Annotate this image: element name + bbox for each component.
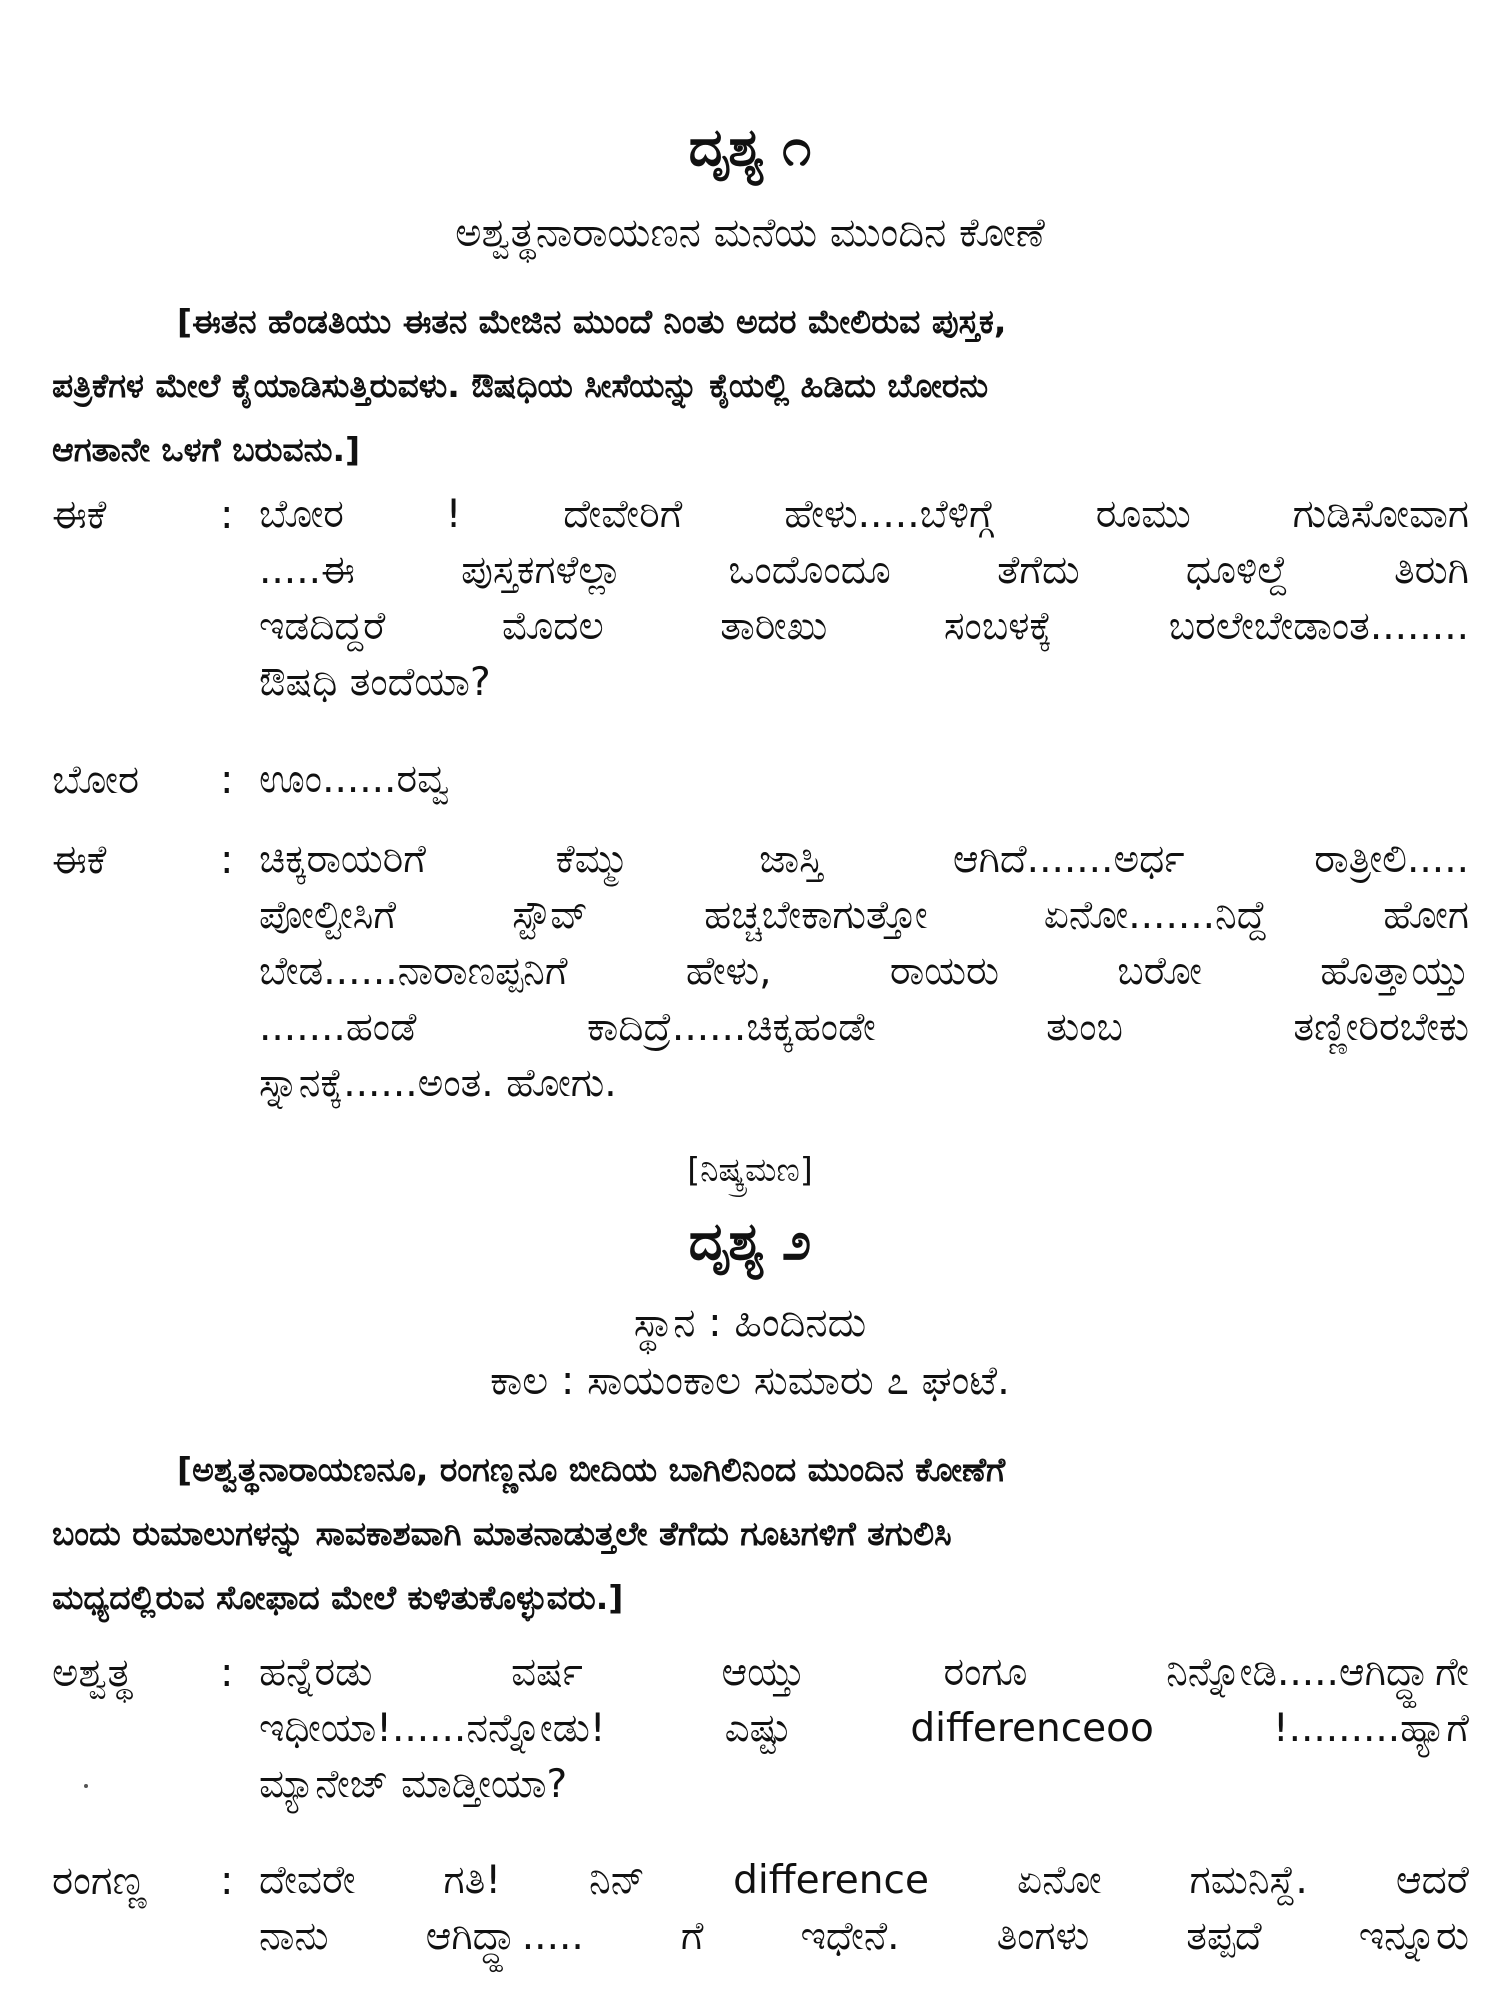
scene-2-stage-direction bbox=[52, 1438, 1452, 1630]
scene-2-place: ಸ್ಥಾನ : ಹಿಂದಿನದು bbox=[633, 1300, 867, 1346]
speaker-colon: : bbox=[220, 1858, 234, 1904]
scene-1-stage-direction bbox=[52, 290, 1452, 482]
speech-line: ಪೋಲ್ಟೀಸಿಗೆ ಸ್ಟೌವ್ ಹಚ್ಚಬೇಕಾಗುತ್ತೋ ಏನೋ.......ನಿದ್ದೆ ಹೋಗ bbox=[259, 893, 1469, 938]
speech-line: ಊಂ......ರವ್ವ bbox=[259, 757, 450, 802]
speaker-name: ರಂಗಣ್ಣ bbox=[52, 1858, 147, 1904]
speech-line: ಚಿಕ್ಕರಾಯರಿಗೆ ಕೆಮ್ಮು ಜಾಸ್ತಿ ಆಗಿದೆ.......ಅರ್ಧ ರಾತ್ರೀಲಿ..... bbox=[259, 837, 1469, 882]
stage-line: [ಅಶ್ವತ್ಥನಾರಾಯಣನೂ, ರಂಗಣ್ಣನೂ ಬೀದಿಯ ಬಾಗಿಲಿನಿಂದ ಮುಂದಿನ ಕೋಣೆಗೆ bbox=[177, 1450, 1006, 1489]
speech-line: ಹನ್ನೆರಡು ವರ್ಷ ಆಯ್ತು ರಂಗೂ ನಿನ್ನೋಡಿ.....ಆಗಿದ್ದ್ಹಾಗೇ bbox=[259, 1650, 1469, 1695]
speech-line: ಸ್ನಾನಕ್ಕೆ......ಅಂತ. ಹೋಗು. bbox=[259, 1061, 617, 1106]
speech-line: ಔಷಧಿ ತಂದೆಯಾ? bbox=[259, 660, 491, 705]
speech-text bbox=[259, 832, 1469, 1112]
dialogue-block bbox=[52, 487, 1472, 727]
speech-text bbox=[259, 752, 1469, 808]
speaker-colon: : bbox=[220, 837, 234, 883]
speech-line: ಇಧೀಯಾ!......ನನ್ನೋಡು! ಎಷ್ಟು differenceoo !.........ಹ್ಯಾಗೆ bbox=[259, 1706, 1469, 1751]
dialogue-block bbox=[52, 832, 1472, 1122]
speech-text bbox=[259, 487, 1469, 711]
speech-line: ಬೋರ ! ದೇವೇರಿಗೆ ಹೇಳು.....ಬೆಳಿಗ್ಗೆ ರೂಮು ಗುಡಿಸೋವಾಗ bbox=[259, 492, 1469, 537]
speaker-name: ಬೋರ bbox=[52, 757, 140, 803]
speech-line: .....ಈ ಪುಸ್ತಕಗಳೆಲ್ಲಾ ಒಂದೊಂದೂ ತೆಗೆದು ಧೂಳಿಲ್ದೆ ತಿರುಗಿ bbox=[259, 548, 1469, 593]
exit-direction: [ನಿಷ್ಕ್ರಮಣ] bbox=[687, 1150, 813, 1189]
scene-1-place: ಅಶ್ವತ್ಥನಾರಾಯಣನ ಮನೆಯ ಮುಂದಿನ ಕೋಣೆ bbox=[455, 210, 1045, 256]
dialogue-block bbox=[52, 752, 1472, 812]
speaker-colon: : bbox=[220, 492, 234, 538]
speech-line: ಇಡದಿದ್ದರೆ ಮೊದಲ ತಾರೀಖು ಸಂಬಳಕ್ಕೆ ಬರಲೇಬೇಡಾಂತ........ bbox=[259, 604, 1469, 649]
stage-line: ಮಧ್ಯದಲ್ಲಿರುವ ಸೋಫಾದ ಮೇಲೆ ಕುಳಿತುಕೊಳ್ಳುವರು.] bbox=[52, 1578, 624, 1617]
speech-line: ದೇವರೇ ಗತಿ! ನಿನ್ difference ಏನೋ ಗಮನಿಸ್ದೆ. ಆದರೆ bbox=[259, 1858, 1469, 1903]
dialogue-block bbox=[52, 1853, 1472, 1983]
speaker-colon: : bbox=[220, 757, 234, 803]
stage-line: [ಈತನ ಹೆಂಡತಿಯು ಈತನ ಮೇಜಿನ ಮುಂದೆ ನಿಂತು ಅದರ ಮೇಲಿರುವ ಪುಸ್ತಕ, bbox=[177, 302, 1007, 341]
speaker-name: ಅಶ್ವತ್ಥ bbox=[52, 1650, 133, 1696]
speech-line: .......ಹಂಡೆ ಕಾದಿದ್ರೆ......ಚಿಕ್ಕಹಂಡೇ ತುಂಬ ತಣ್ಣೀರಿರಬೇಕು bbox=[259, 1005, 1469, 1050]
speaker-name: ಈಕೆ bbox=[52, 837, 107, 883]
speaker-name: ಈಕೆ bbox=[52, 492, 107, 538]
speech-line: ನಾನು ಆಗಿದ್ದ್ಹಾ..... ಗೆ ಇಧೇನೆ. ತಿಂಗಳು ತಪ್ಪದೆ ಇನ್ನೂರು bbox=[259, 1914, 1469, 1959]
stage-line: ಆಗತಾನೇ ಒಳಗೆ ಬರುವನು.] bbox=[52, 430, 361, 469]
speech-line: ಬೇಡ......ನಾರಾಣಪ್ಪನಿಗೆ ಹೇಳು, ರಾಯರು ಬರೋ ಹೊತ್ತಾಯ್ತು bbox=[259, 949, 1469, 994]
stage-line: ಪತ್ರಿಕೆಗಳ ಮೇಲೆ ಕೈಯಾಡಿಸುತ್ತಿರುವಳು. ಔಷಧಿಯ ಸೀಸೆಯನ್ನು ಕೈಯಲ್ಲಿ ಹಿಡಿದು ಬೋರನು bbox=[52, 366, 989, 405]
speech-line: ಮ್ಯಾನೇಜ್ ಮಾಡ್ತೀಯಾ? bbox=[259, 1762, 568, 1807]
speaker-colon: : bbox=[220, 1650, 234, 1696]
dialogue-block bbox=[52, 1645, 1472, 1835]
scene-1-title: ದೃಶ್ಯ ೧ bbox=[688, 118, 812, 178]
scene-2-title: ದೃಶ್ಯ ೨ bbox=[688, 1212, 812, 1272]
speech-text bbox=[259, 1853, 1469, 1965]
stage-line: ಬಂದು ರುಮಾಲುಗಳನ್ನು ಸಾವಕಾಶವಾಗಿ ಮಾತನಾಡುತ್ತಲೇ ತೆಗೆದು ಗೂಟಗಳಿಗೆ ತಗುಲಿಸಿ bbox=[52, 1514, 952, 1553]
speech-text bbox=[259, 1645, 1469, 1813]
scan-speck bbox=[84, 1784, 88, 1788]
scene-2-time: ಕಾಲ : ಸಾಯಂಕಾಲ ಸುಮಾರು ೭ ಘಂಟೆ. bbox=[490, 1358, 1010, 1404]
